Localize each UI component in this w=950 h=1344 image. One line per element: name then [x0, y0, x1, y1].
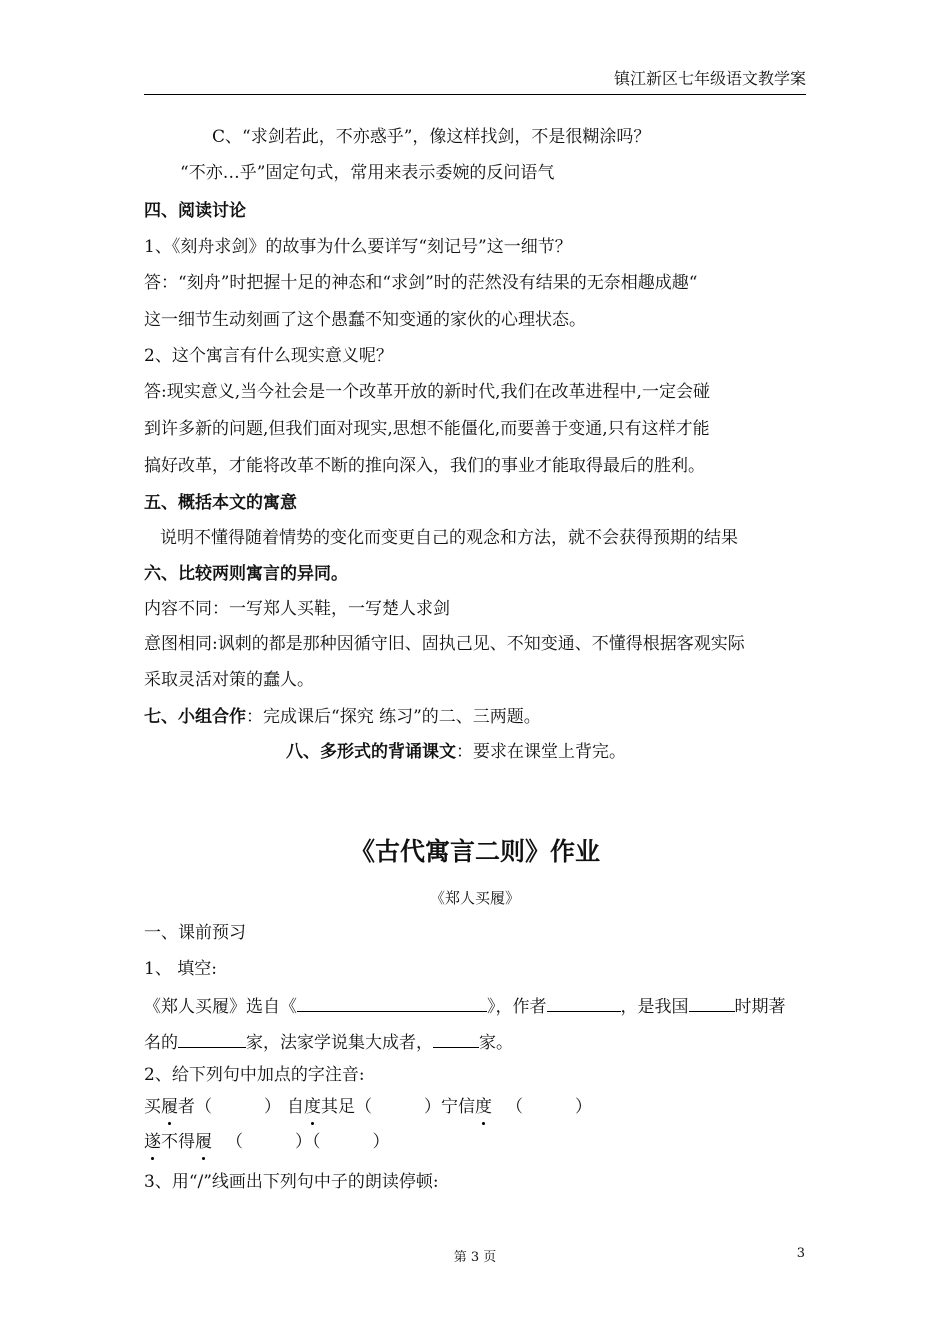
section-7-heading: 七、小组合作	[144, 707, 246, 727]
comparison-content: 内容不同：一写郑人买鞋，一写楚人求剑	[144, 599, 450, 619]
section-5-heading: 五、概括本文的寓意	[144, 493, 297, 513]
homework-title: 《古代寓言二则》作业	[349, 837, 600, 866]
comparison-intent-line-2: 采取灵活对策的蠢人。	[144, 670, 314, 690]
answer-2-line-2: 到许多新的问题,但我们面对现实,思想不能僵化,而要善于变通,只有这样才能	[144, 419, 710, 439]
page-label: 第 3 页	[453, 1250, 497, 1265]
section-8-text: ：要求在课堂上背完。	[456, 742, 626, 762]
header-title: 镇江新区七年级语文教学案	[613, 69, 806, 88]
section-7-line	[144, 706, 541, 728]
preview-heading: 一、课前预习	[144, 923, 246, 943]
fill-text: ，是我国	[620, 997, 689, 1017]
question-2: 2、这个寓言有什么现实意义呢？	[144, 346, 393, 366]
fill-blank-line-2	[144, 1029, 513, 1054]
phonetic-text: ）	[372, 1132, 390, 1152]
phonetic-text: 自	[287, 1097, 304, 1117]
phonetic-text: 买	[144, 1097, 161, 1117]
fill-text: 》，作者	[487, 997, 547, 1017]
phonetic-text: 不得	[161, 1132, 195, 1152]
blank-source-book[interactable]	[297, 993, 487, 1012]
answer-2-line-3: 搞好改革，才能将改革不断的推向深入，我们的事业才能取得最后的胜利。	[144, 456, 705, 476]
phonetic-text: ）	[264, 1097, 281, 1117]
section-8-heading: 八、多形式的背诵课文	[286, 742, 456, 762]
option-c-line: C、“求剑若此，不亦惑乎”，像这样找剑，不是很糊涂吗？	[212, 127, 651, 147]
phonetic-text: ）（	[295, 1132, 321, 1152]
blank-author[interactable]	[547, 993, 621, 1012]
phonetic-text: ）	[575, 1097, 592, 1117]
phonetic-text: （	[506, 1097, 523, 1117]
fill-blank-line-1	[144, 993, 786, 1018]
dotted-char: 履	[195, 1132, 212, 1152]
fill-text: 名的	[144, 1033, 178, 1053]
phonetic-line-2	[144, 1131, 390, 1153]
phonetic-text: 其足（	[321, 1097, 372, 1117]
answer-2-line-1: 答:现实意义,当今社会是一个改革开放的新时代,我们在改革进程中,一定会碰	[144, 382, 710, 402]
answer-1-line-1: 答：“刻舟”时把握十足的神态和“求剑”时的茫然没有结果的无奈相趣成趣“	[144, 273, 698, 293]
section-8-line	[286, 741, 626, 763]
fill-blank-heading: 1、 填空:	[144, 959, 217, 979]
sentence-pattern-note: “不亦…乎”固定句式，常用来表示委婉的反问语气	[180, 163, 555, 183]
phonetic-line-1	[144, 1096, 592, 1118]
phonetic-text: 者（	[178, 1097, 212, 1117]
comparison-intent-line-1: 意图相同:讽刺的都是那种因循守旧、固执己见、不知变通、不懂得根据客观实际	[144, 634, 745, 654]
fill-text: 时期著	[734, 997, 786, 1017]
dotted-char: 度	[475, 1097, 492, 1117]
header-rule	[144, 94, 806, 95]
phonetic-heading: 2、给下列句中加点的字注音:	[144, 1065, 365, 1085]
blank-identity[interactable]	[178, 1029, 246, 1048]
pause-marking-heading: 3、用“/”线画出下列句中子的朗读停顿:	[144, 1172, 439, 1192]
fill-text: 家，法家学说集大成者，	[246, 1033, 433, 1053]
moral-text: 说明不懂得随着情势的变化而变更自己的观念和方法，就不会获得预期的结果	[160, 528, 738, 548]
phonetic-text: ）宁信	[424, 1097, 475, 1117]
homework-subtitle: 《郑人买履》	[429, 889, 520, 907]
page-number: 3	[796, 1246, 805, 1261]
section-7-text: ：完成课后“探究 练习”的二、三两题。	[246, 707, 541, 727]
blank-period[interactable]	[689, 993, 735, 1012]
question-1: 1、《刻舟求剑》的故事为什么要详写“刻记号”这一细节？	[144, 237, 572, 257]
phonetic-text: （	[226, 1132, 243, 1152]
dotted-char: 度	[304, 1097, 321, 1117]
section-4-heading: 四、阅读讨论	[144, 201, 246, 221]
section-6-heading: 六、比较两则寓言的异同。	[144, 564, 348, 584]
dotted-char: 履	[161, 1097, 178, 1117]
dotted-char: 遂	[144, 1132, 161, 1152]
answer-1-line-2: 这一细节生动刻画了这个愚蠢不知变通的家伙的心理状态。	[144, 310, 586, 330]
fill-text: 家。	[479, 1033, 513, 1053]
blank-school[interactable]	[433, 1029, 479, 1048]
fill-text: 《郑人买履》选自《	[144, 997, 297, 1017]
